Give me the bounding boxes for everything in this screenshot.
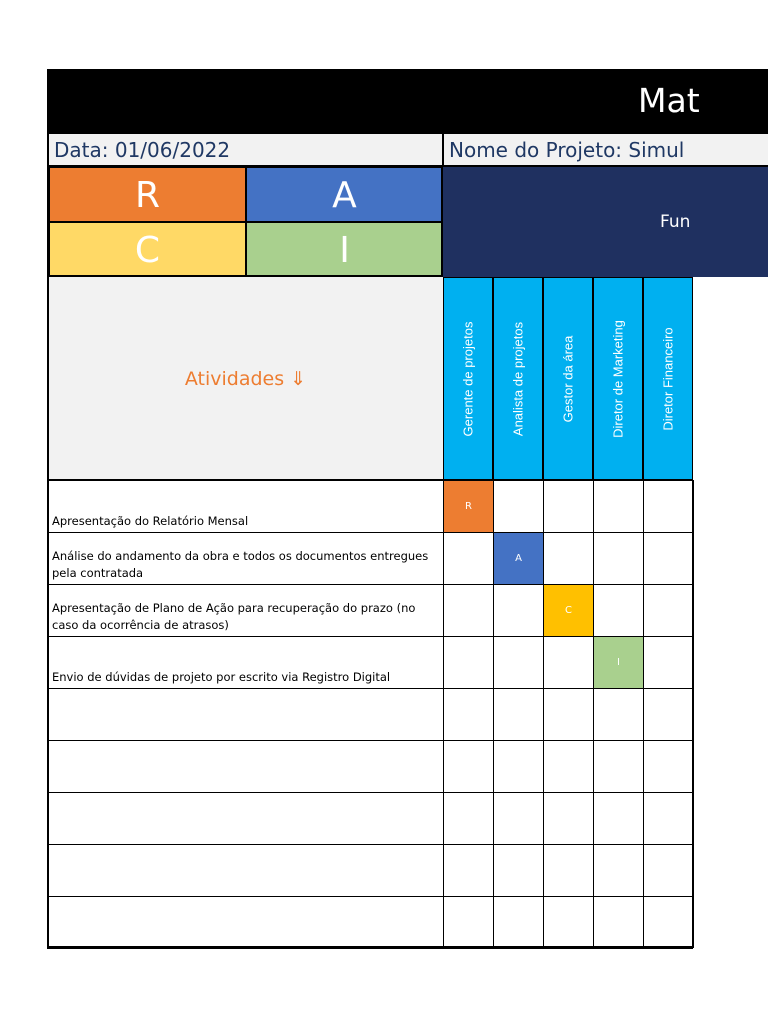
- role-label: Gestor da área: [560, 335, 576, 422]
- project-name-cell[interactable]: Nome do Projeto: Simul: [442, 132, 768, 167]
- activity-row-7[interactable]: [47, 845, 444, 897]
- role-header-4: [643, 277, 693, 480]
- activity-text: Apresentação do Relatório Mensal: [52, 514, 249, 528]
- role-label: Diretor Financeiro: [660, 326, 676, 431]
- raci-cell-2-0[interactable]: [443, 585, 493, 637]
- raci-cell-6-2[interactable]: [543, 793, 593, 845]
- raci-cell-4-4[interactable]: [643, 689, 693, 741]
- raci-cell-5-3[interactable]: [593, 741, 643, 793]
- raci-cell-5-2[interactable]: [543, 741, 593, 793]
- activity-text: Apresentação de Plano de Ação para recuperação do prazo (no caso da ocorrência de atrasos): [52, 601, 416, 632]
- raci-cell-8-4[interactable]: [643, 897, 693, 949]
- activity-row-8[interactable]: [47, 897, 444, 949]
- role-label: Gerente de projetos: [460, 321, 476, 436]
- date-cell[interactable]: Data: 01/06/2022: [47, 132, 444, 167]
- matrix-title: Mat: [638, 81, 700, 120]
- raci-cell-1-2[interactable]: [543, 533, 593, 585]
- grid-bottom-border: [47, 946, 694, 948]
- raci-cell-2-4[interactable]: [643, 585, 693, 637]
- raci-cell-2-1[interactable]: [493, 585, 543, 637]
- role-label: Diretor de Marketing: [610, 319, 626, 438]
- raci-cell-2-2[interactable]: [543, 585, 593, 637]
- role-header-1: [493, 277, 543, 480]
- raci-cell-8-1[interactable]: [493, 897, 543, 949]
- raci-cell-6-4[interactable]: [643, 793, 693, 845]
- raci-cell-4-0[interactable]: [443, 689, 493, 741]
- raci-mark: I: [617, 657, 620, 668]
- raci-cell-1-4[interactable]: [643, 533, 693, 585]
- raci-cell-7-3[interactable]: [593, 845, 643, 897]
- activity-row-2[interactable]: [47, 585, 444, 637]
- activity-row-3[interactable]: [47, 637, 444, 689]
- raci-cell-7-2[interactable]: [543, 845, 593, 897]
- raci-cell-2-3[interactable]: [593, 585, 643, 637]
- activity-row-0[interactable]: [47, 481, 444, 533]
- grid-right-border: [692, 480, 694, 948]
- raci-cell-8-3[interactable]: [593, 897, 643, 949]
- role-header-2: [543, 277, 593, 480]
- raci-cell-7-1[interactable]: [493, 845, 543, 897]
- raci-cell-3-3[interactable]: [593, 637, 643, 689]
- raci-cell-1-0[interactable]: [443, 533, 493, 585]
- raci-cell-3-2[interactable]: [543, 637, 593, 689]
- raci-cell-3-0[interactable]: [443, 637, 493, 689]
- raci-cell-8-0[interactable]: [443, 897, 493, 949]
- raci-cell-1-1[interactable]: [493, 533, 543, 585]
- raci-cell-0-4[interactable]: [643, 481, 693, 533]
- functions-header-label: Fun: [660, 212, 691, 232]
- legend-informed: I: [246, 222, 443, 277]
- raci-cell-6-3[interactable]: [593, 793, 643, 845]
- activities-label-text: Atividades ⇓: [184, 367, 307, 390]
- activity-row-5[interactable]: [47, 741, 444, 793]
- role-label: Analista de projetos: [510, 321, 526, 436]
- raci-cell-0-2[interactable]: [543, 481, 593, 533]
- raci-cell-5-0[interactable]: [443, 741, 493, 793]
- raci-cell-4-2[interactable]: [543, 689, 593, 741]
- activities-header-label: [47, 277, 444, 480]
- raci-cell-5-4[interactable]: [643, 741, 693, 793]
- raci-cell-0-1[interactable]: [493, 481, 543, 533]
- activity-row-6[interactable]: [47, 793, 444, 845]
- raci-cell-5-1[interactable]: [493, 741, 543, 793]
- raci-cell-1-3[interactable]: [593, 533, 643, 585]
- legend-accountable: A: [246, 167, 443, 222]
- raci-cell-7-4[interactable]: [643, 845, 693, 897]
- activity-text: Envio de dúvidas de projeto por escrito via Registro Digital: [52, 670, 391, 684]
- legend-responsible: R: [49, 167, 246, 222]
- raci-mark: A: [515, 553, 522, 564]
- activity-row-4[interactable]: [47, 689, 444, 741]
- raci-cell-8-2[interactable]: [543, 897, 593, 949]
- activity-text: Análise do andamento da obra e todos os documentos entregues pela contratada: [52, 549, 429, 580]
- raci-cell-7-0[interactable]: [443, 845, 493, 897]
- raci-cell-0-0[interactable]: [443, 481, 493, 533]
- raci-mark: C: [565, 605, 572, 616]
- raci-cell-0-3[interactable]: [593, 481, 643, 533]
- raci-cell-3-4[interactable]: [643, 637, 693, 689]
- legend-consulted: C: [49, 222, 246, 277]
- role-header-0: [443, 277, 493, 480]
- raci-cell-4-3[interactable]: [593, 689, 643, 741]
- raci-cell-3-1[interactable]: [493, 637, 543, 689]
- raci-mark: R: [465, 501, 472, 512]
- activity-row-1[interactable]: [47, 533, 444, 585]
- raci-cell-4-1[interactable]: [493, 689, 543, 741]
- raci-cell-6-1[interactable]: [493, 793, 543, 845]
- functions-header: [443, 167, 768, 277]
- raci-cell-6-0[interactable]: [443, 793, 493, 845]
- legend-left-border: [47, 167, 49, 277]
- role-header-3: [593, 277, 643, 480]
